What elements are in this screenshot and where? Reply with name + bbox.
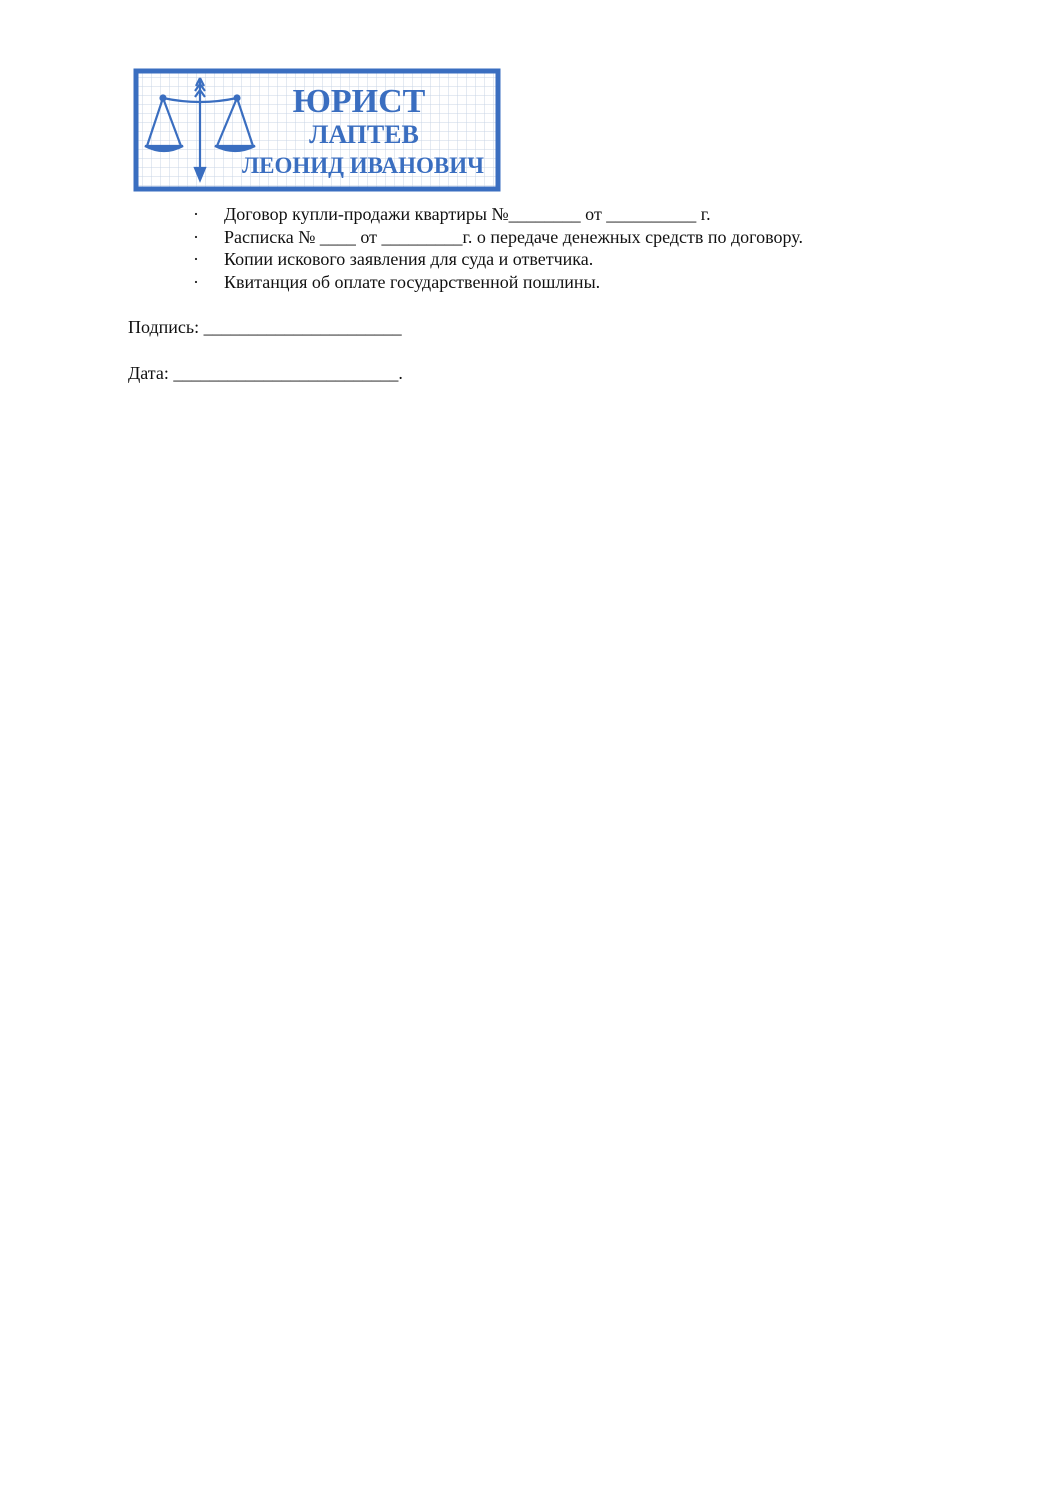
attachment-receipt: Расписка № ____ от _________г. о передаче денежных средств по договору. xyxy=(224,226,803,247)
attachment-fee-receipt: Квитанция об оплате государственной пошлины. xyxy=(224,271,601,292)
logo-title: ЮРИСТ xyxy=(292,83,426,120)
logo-surname: ЛАПТЕВ xyxy=(309,120,419,149)
attachment-contract: Договор купли-продажи квартиры №________ от __________ г. xyxy=(224,204,711,224)
bullet: · xyxy=(193,226,199,247)
logo-graphic xyxy=(133,68,501,192)
bullet: · xyxy=(193,204,199,224)
logo-name: ЛЕОНИД ИВАНОВИЧ xyxy=(241,153,485,178)
signature-line: Подпись: ______________________ xyxy=(128,317,402,337)
attachment-claim-copies: Копии искового заявления для суда и ответчика. xyxy=(224,249,594,269)
date-line: Дата: _________________________. xyxy=(128,363,403,383)
bullet: · xyxy=(193,271,199,292)
lawyer-logo xyxy=(133,68,501,192)
bullet: · xyxy=(193,249,199,269)
